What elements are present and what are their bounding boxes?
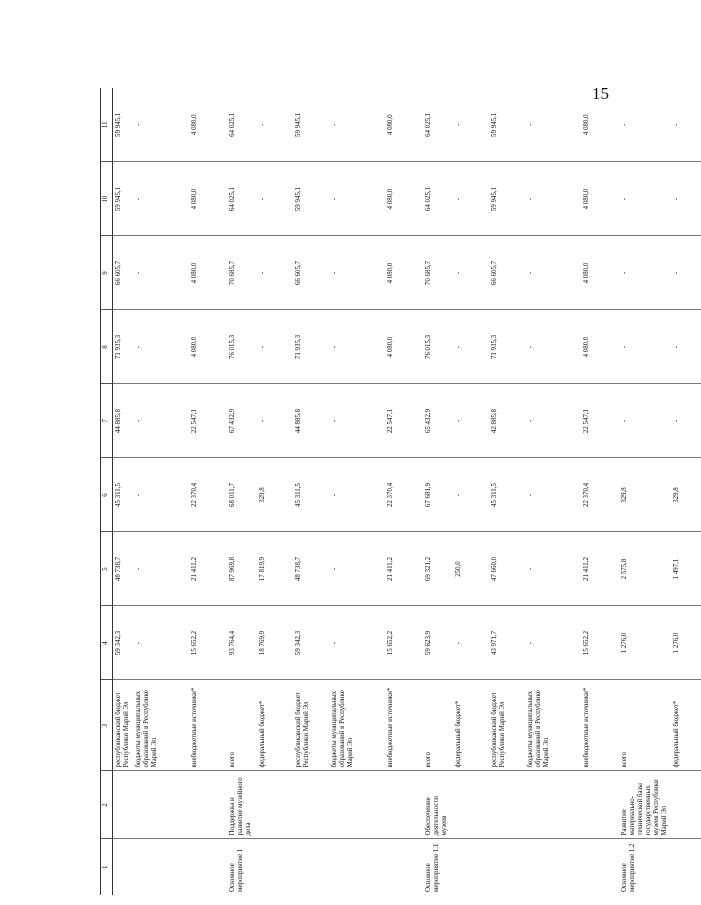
- value-cell: -: [619, 162, 671, 236]
- table-row: [329, 88, 385, 895]
- value-cell: 65 432,9: [423, 384, 453, 458]
- value-cell: -: [257, 236, 293, 310]
- funding-source-cell: всего: [227, 680, 257, 771]
- funding-source-cell: федеральный бюджет*: [257, 680, 293, 771]
- measure-title-cell: [453, 771, 489, 839]
- value-cell: 22 370,4: [581, 458, 619, 532]
- value-cell: -: [133, 606, 189, 680]
- value-cell: 66 605,7: [293, 236, 329, 310]
- value-cell: 22 547,1: [581, 384, 619, 458]
- value-cell: 4 080,0: [385, 310, 423, 384]
- value-cell: -: [671, 236, 701, 310]
- table-row: [619, 88, 671, 895]
- funding-source-cell: внебюджетные источники*: [189, 680, 227, 771]
- value-cell: -: [257, 384, 293, 458]
- measure-cell: [189, 839, 227, 895]
- value-cell: 1 276,0: [619, 606, 671, 680]
- value-cell: 59 945,1: [293, 162, 329, 236]
- table-row: [189, 88, 227, 895]
- value-cell: -: [671, 162, 701, 236]
- value-cell: 4 080,0: [385, 162, 423, 236]
- funding-source-cell: всего: [619, 680, 671, 771]
- value-cell: 4 080,0: [189, 310, 227, 384]
- value-cell: -: [671, 384, 701, 458]
- value-cell: -: [525, 310, 581, 384]
- funding-source-cell: федеральный бюджет*: [453, 680, 489, 771]
- value-cell: -: [525, 236, 581, 310]
- measure-title-cell: Развитие материально-технической базы государственных музеев Республики Марий Эл: [619, 771, 671, 839]
- measure-title-cell: [189, 771, 227, 839]
- table-row: [293, 88, 329, 895]
- value-cell: 76 015,3: [423, 310, 453, 384]
- value-cell: -: [329, 384, 385, 458]
- value-cell: 59 945,1: [293, 88, 329, 162]
- measure-cell: [329, 839, 385, 895]
- value-cell: 59 342,3: [293, 606, 329, 680]
- table-row: [227, 88, 257, 895]
- measure-title-cell: [293, 771, 329, 839]
- funding-source-cell: внебюджетные источники*: [581, 680, 619, 771]
- value-cell: -: [329, 532, 385, 606]
- measure-title-cell: [329, 771, 385, 839]
- value-cell: -: [619, 310, 671, 384]
- value-cell: 2 575,8: [619, 532, 671, 606]
- value-cell: -: [525, 88, 581, 162]
- value-cell: -: [133, 532, 189, 606]
- measure-title-cell: [385, 771, 423, 839]
- value-cell: -: [453, 310, 489, 384]
- column-header: 2: [101, 771, 113, 839]
- value-cell: 44 885,8: [113, 384, 133, 458]
- table-row: [423, 88, 453, 895]
- funding-source-cell: республиканский бюджет Республики Марий Эл: [113, 680, 133, 771]
- value-cell: 69 321,2: [423, 532, 453, 606]
- value-cell: -: [453, 236, 489, 310]
- value-cell: 67 432,9: [227, 384, 257, 458]
- column-header: 7: [101, 384, 113, 458]
- value-cell: -: [453, 384, 489, 458]
- table-row: [385, 88, 423, 895]
- value-cell: -: [525, 458, 581, 532]
- value-cell: -: [329, 88, 385, 162]
- value-cell: -: [671, 88, 701, 162]
- measure-cell: [671, 839, 701, 895]
- table-row: [133, 88, 189, 895]
- value-cell: 67 681,9: [423, 458, 453, 532]
- measure-cell: [453, 839, 489, 895]
- value-cell: 59 945,1: [489, 162, 525, 236]
- value-cell: -: [525, 606, 581, 680]
- table-row: [257, 88, 293, 895]
- value-cell: -: [453, 162, 489, 236]
- value-cell: -: [671, 310, 701, 384]
- rotated-table-wrapper: [100, 88, 680, 895]
- value-cell: 1 497,1: [671, 532, 701, 606]
- value-cell: 18 769,9: [257, 606, 293, 680]
- table-row: [525, 88, 581, 895]
- budget-table: [100, 88, 701, 895]
- value-cell: -: [257, 88, 293, 162]
- measure-cell: Основное мероприятие 1.1: [424, 843, 440, 892]
- page-number: 15: [592, 84, 609, 103]
- value-cell: -: [329, 606, 385, 680]
- value-cell: 71 935,3: [489, 310, 525, 384]
- measure-cell: [257, 839, 293, 895]
- value-cell: -: [453, 606, 489, 680]
- value-cell: -: [133, 458, 189, 532]
- measure-title-cell: [525, 771, 581, 839]
- value-cell: 4 080,0: [385, 236, 423, 310]
- value-cell: -: [329, 162, 385, 236]
- value-cell: -: [133, 236, 189, 310]
- value-cell: 4 080,0: [581, 236, 619, 310]
- measure-cell: [581, 839, 619, 895]
- value-cell: 70 685,7: [423, 236, 453, 310]
- value-cell: -: [525, 384, 581, 458]
- value-cell: 68 011,7: [227, 458, 257, 532]
- value-cell: 4 080,0: [581, 310, 619, 384]
- value-cell: 17 819,9: [257, 532, 293, 606]
- value-cell: -: [133, 384, 189, 458]
- value-cell: 329,8: [671, 458, 701, 532]
- value-cell: -: [329, 236, 385, 310]
- value-cell: 250,0: [453, 532, 489, 606]
- value-cell: 87 969,8: [227, 532, 257, 606]
- value-cell: 71 935,3: [113, 310, 133, 384]
- value-cell: -: [257, 162, 293, 236]
- measure-cell: [133, 839, 189, 895]
- measure-title-cell: Обеспечение деятельности музеев: [423, 771, 453, 839]
- value-cell: 66 605,7: [113, 236, 133, 310]
- value-cell: -: [133, 310, 189, 384]
- value-cell: 71 935,3: [293, 310, 329, 384]
- value-cell: 21 411,2: [385, 532, 423, 606]
- value-cell: 70 685,7: [227, 236, 257, 310]
- value-cell: 21 411,2: [581, 532, 619, 606]
- header-row: [101, 88, 113, 895]
- table-row: [581, 88, 619, 895]
- measure-cell: Основное мероприятие 1.2: [620, 843, 636, 892]
- value-cell: 45 311,5: [489, 458, 525, 532]
- value-cell: 4 080,0: [581, 88, 619, 162]
- table-body: [113, 88, 701, 895]
- funding-source-cell: федеральный бюджет*: [671, 680, 701, 771]
- value-cell: -: [453, 458, 489, 532]
- value-cell: -: [133, 162, 189, 236]
- measure-title-cell: [113, 771, 133, 839]
- table-header: [101, 88, 113, 895]
- value-cell: 22 370,4: [385, 458, 423, 532]
- value-cell: 22 370,4: [189, 458, 227, 532]
- funding-source-cell: республиканский бюджет Республики Марий Эл: [293, 680, 329, 771]
- measure-cell: [293, 839, 329, 895]
- value-cell: 59 945,1: [113, 162, 133, 236]
- value-cell: 15 652,2: [385, 606, 423, 680]
- value-cell: 64 025,1: [227, 162, 257, 236]
- value-cell: 66 605,7: [489, 236, 525, 310]
- measure-title-cell: [489, 771, 525, 839]
- column-header: 3: [101, 680, 113, 771]
- value-cell: -: [525, 162, 581, 236]
- funding-source-cell: всего: [423, 680, 453, 771]
- measure-cell: Основное мероприятие 1: [228, 848, 244, 892]
- value-cell: 15 652,2: [581, 606, 619, 680]
- value-cell: 4 080,0: [189, 88, 227, 162]
- funding-source-cell: внебюджетные источники*: [385, 680, 423, 771]
- value-cell: 22 547,1: [385, 384, 423, 458]
- measure-cell: [113, 839, 133, 895]
- value-cell: 59 342,3: [113, 606, 133, 680]
- value-cell: 76 015,3: [227, 310, 257, 384]
- value-cell: 329,8: [257, 458, 293, 532]
- measure-cell: [525, 839, 581, 895]
- column-header: 9: [101, 236, 113, 310]
- measure-title-cell: [581, 771, 619, 839]
- value-cell: 59 945,1: [113, 88, 133, 162]
- value-cell: 48 738,7: [293, 532, 329, 606]
- value-cell: 43 971,7: [489, 606, 525, 680]
- column-header: 4: [101, 606, 113, 680]
- value-cell: 329,8: [619, 458, 671, 532]
- column-header: 11: [101, 88, 113, 162]
- column-header: 5: [101, 532, 113, 606]
- measure-cell: [489, 839, 525, 895]
- value-cell: 22 547,1: [189, 384, 227, 458]
- funding-source-cell: бюджеты муниципальных образований в Республике Марий Эл: [133, 680, 189, 771]
- value-cell: 64 025,1: [423, 88, 453, 162]
- column-header: 8: [101, 310, 113, 384]
- value-cell: 15 652,2: [189, 606, 227, 680]
- value-cell: -: [257, 310, 293, 384]
- value-cell: 48 738,7: [113, 532, 133, 606]
- value-cell: -: [329, 458, 385, 532]
- value-cell: 47 660,0: [489, 532, 525, 606]
- funding-source-cell: республиканский бюджет Республики Марий Эл: [489, 680, 525, 771]
- value-cell: 4 080,0: [189, 162, 227, 236]
- table-row: [453, 88, 489, 895]
- value-cell: 4 080,0: [581, 162, 619, 236]
- value-cell: 21 411,2: [189, 532, 227, 606]
- value-cell: 44 885,8: [293, 384, 329, 458]
- value-cell: 64 025,1: [423, 162, 453, 236]
- measure-title-cell: Поддержка и развитие музейного дела: [227, 771, 257, 839]
- measure-title-cell: [257, 771, 293, 839]
- value-cell: -: [619, 384, 671, 458]
- value-cell: 59 623,9: [423, 606, 453, 680]
- column-header: 6: [101, 458, 113, 532]
- value-cell: -: [329, 310, 385, 384]
- value-cell: 42 885,8: [489, 384, 525, 458]
- value-cell: 1 276,0: [671, 606, 701, 680]
- value-cell: 45 311,5: [113, 458, 133, 532]
- value-cell: 45 311,5: [293, 458, 329, 532]
- value-cell: -: [133, 88, 189, 162]
- value-cell: -: [453, 88, 489, 162]
- column-header: 1: [101, 839, 113, 895]
- value-cell: 4 080,0: [385, 88, 423, 162]
- value-cell: 64 025,1: [227, 88, 257, 162]
- measure-title-cell: [671, 771, 701, 839]
- measure-title-cell: [133, 771, 189, 839]
- column-header: 10: [101, 162, 113, 236]
- funding-source-cell: бюджеты муниципальных образований в Республике Марий Эл: [329, 680, 385, 771]
- value-cell: 4 080,0: [189, 236, 227, 310]
- value-cell: 93 764,4: [227, 606, 257, 680]
- value-cell: -: [525, 532, 581, 606]
- funding-source-cell: бюджеты муниципальных образований в Республике Марий Эл: [525, 680, 581, 771]
- table-row: [489, 88, 525, 895]
- value-cell: -: [619, 236, 671, 310]
- value-cell: -: [619, 88, 671, 162]
- table-row: [671, 88, 701, 895]
- table-row: [113, 88, 133, 895]
- value-cell: 59 945,1: [489, 88, 525, 162]
- measure-cell: [385, 839, 423, 895]
